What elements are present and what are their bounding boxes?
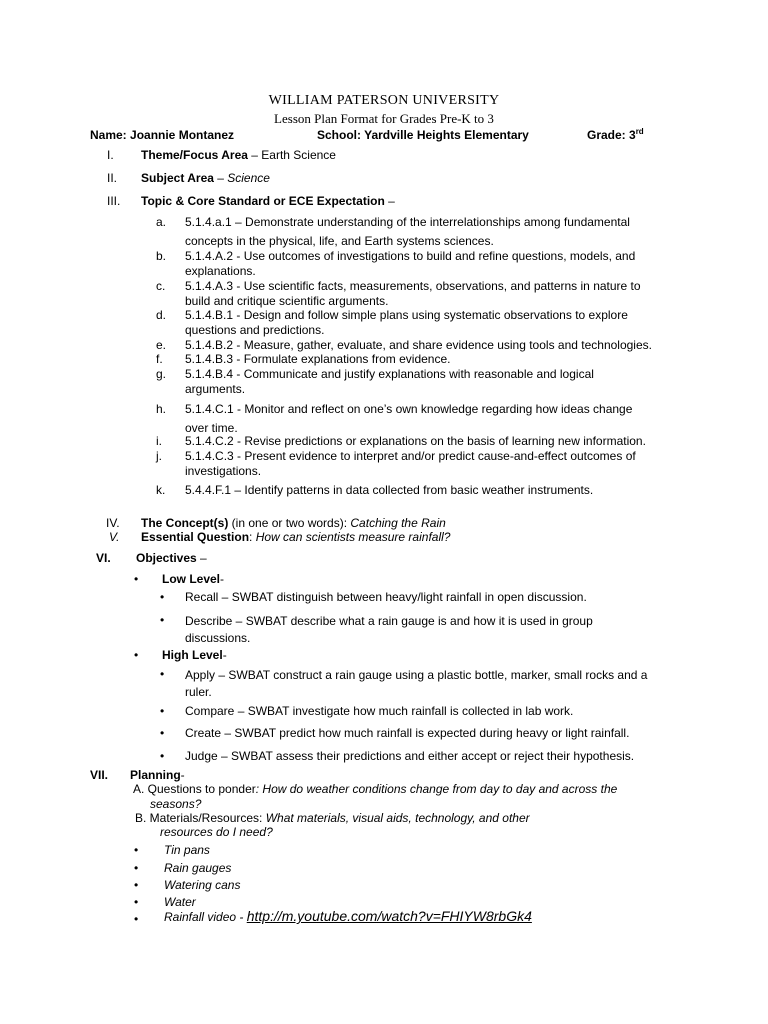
objective-line: Judge – SWBAT assess their predictions and either accept or reject their hypothesis. bbox=[185, 749, 635, 763]
material-item: Tin pans bbox=[164, 843, 210, 857]
planning-a-text-2: seasons? bbox=[150, 797, 202, 811]
standard-line: 5.1.4.B.3 - Formulate explanations from evidence. bbox=[185, 352, 451, 366]
standard-letter: b. bbox=[156, 249, 167, 263]
standard-line: 5.1.4.C.1 - Monitor and reflect on one’s own knowledge regarding how ideas change bbox=[185, 402, 633, 416]
high-level-heading bbox=[162, 648, 227, 663]
section-topic bbox=[141, 194, 395, 209]
section-label: The Concept(s) bbox=[141, 516, 229, 530]
objective-item bbox=[185, 749, 685, 764]
material-item: Water bbox=[164, 895, 196, 909]
standard-item bbox=[185, 279, 685, 309]
standard-letter: f. bbox=[156, 352, 163, 366]
bullet-icon: • bbox=[134, 572, 139, 586]
objective-item bbox=[185, 590, 685, 605]
section-label: Topic & Core Standard or ECE Expectation bbox=[141, 194, 385, 208]
video-link[interactable]: http://m.youtube.com/watch?v=FHIYW8rbGk4 bbox=[246, 908, 532, 924]
standard-line: investigations. bbox=[185, 464, 262, 478]
section-value: Catching the Rain bbox=[350, 516, 446, 530]
objective-item bbox=[185, 667, 685, 701]
objective-line: Compare – SWBAT investigate how much rainfall is collected in lab work. bbox=[185, 704, 574, 718]
standard-item bbox=[185, 249, 685, 279]
bullet-icon: • bbox=[160, 613, 165, 627]
objective-line: discussions. bbox=[185, 631, 251, 645]
material-item-video bbox=[164, 909, 532, 925]
section-value: Science bbox=[227, 171, 270, 185]
university-title: WILLIAM PATERSON UNIVERSITY bbox=[268, 93, 500, 108]
section-numeral-1: I. bbox=[107, 148, 114, 162]
standard-line: over time. bbox=[185, 421, 238, 435]
section-theme bbox=[141, 148, 336, 163]
section-value: How can scientists measure rainfall? bbox=[255, 530, 451, 544]
section-concept bbox=[141, 516, 446, 531]
section-value: Earth Science bbox=[261, 148, 336, 162]
standard-line: 5.1.4.A.2 - Use outcomes of investigations to build and refine questions, models, and bbox=[185, 249, 636, 263]
section-essential-question bbox=[141, 530, 450, 545]
standard-line: 5.4.4.F.1 – Identify patterns in data collected from basic weather instruments. bbox=[185, 483, 594, 497]
grade-text: Grade: 3 bbox=[587, 128, 636, 142]
section-label: Theme/Focus Area bbox=[141, 148, 248, 162]
section-mid: (in one or two words): bbox=[228, 516, 351, 530]
standard-line: arguments. bbox=[185, 382, 246, 396]
section-numeral-2: II. bbox=[107, 171, 118, 185]
standard-letter: g. bbox=[156, 367, 167, 381]
teacher-name: Name: Joannie Montanez bbox=[90, 128, 235, 142]
document-subtitle: Lesson Plan Format for Grades Pre-K to 3 bbox=[274, 111, 494, 126]
section-mid: : bbox=[249, 530, 256, 544]
objective-line: Recall – SWBAT distinguish between heavy/light rainfall in open discussion. bbox=[185, 590, 587, 604]
video-label: Rainfall video - bbox=[164, 910, 247, 924]
bullet-icon: • bbox=[134, 878, 139, 892]
bullet-icon: • bbox=[160, 726, 165, 740]
standard-line: 5.1.4.C.2 - Revise predictions or explanations on the basis of learning new information. bbox=[185, 434, 646, 448]
standard-letter: k. bbox=[156, 483, 166, 497]
standard-line: build and critique scientific arguments. bbox=[185, 294, 389, 308]
bullet-icon: • bbox=[134, 912, 139, 926]
standard-line: 5.1.4.A.3 - Use scientific facts, measurements, observations, and patterns in nature to bbox=[185, 279, 641, 293]
standard-line: 5.1.4.C.3 - Present evidence to interpret and/or predict cause-and-effect outcomes of bbox=[185, 449, 636, 463]
bullet-icon: • bbox=[134, 843, 139, 857]
objective-item bbox=[185, 726, 685, 741]
standard-letter: e. bbox=[156, 338, 167, 352]
high-level-label: High Level bbox=[162, 648, 223, 662]
section-sep: – bbox=[384, 194, 395, 208]
section-sep: - bbox=[180, 768, 185, 782]
standard-line: concepts in the physical, life, and Earth systems sciences. bbox=[185, 234, 494, 248]
material-item: Watering cans bbox=[164, 878, 241, 892]
section-label: Subject Area bbox=[141, 171, 214, 185]
section-numeral-4: IV. bbox=[106, 516, 120, 530]
school-name: School: Yardville Heights Elementary bbox=[317, 128, 529, 142]
standard-item bbox=[185, 367, 685, 397]
section-sep: – bbox=[213, 171, 228, 185]
standard-letter: d. bbox=[156, 308, 167, 322]
standard-line: 5.1.4.a.1 – Demonstrate understanding of the interrelationships among fundamental bbox=[185, 215, 630, 229]
objective-line: Apply – SWBAT construct a rain gauge using a plastic bottle, marker, small rocks and a bbox=[185, 668, 648, 682]
standard-line: explanations. bbox=[185, 264, 256, 278]
planning-b-prefix: B. Materials/Resources: bbox=[135, 811, 266, 825]
material-item: Rain gauges bbox=[164, 861, 232, 875]
section-numeral-6: VI. bbox=[96, 551, 111, 565]
standard-line: 5.1.4.B.4 - Communicate and justify explanations with reasonable and logical bbox=[185, 367, 594, 381]
objective-line: ruler. bbox=[185, 685, 212, 699]
standard-letter: c. bbox=[156, 279, 166, 293]
section-numeral-7: VII. bbox=[90, 768, 109, 782]
high-level-sep: - bbox=[222, 648, 227, 662]
bullet-icon: • bbox=[160, 704, 165, 718]
planning-b-text: What materials, visual aids, technology, and other bbox=[265, 811, 530, 825]
section-label: Essential Question bbox=[141, 530, 250, 544]
section-sep: – bbox=[247, 148, 262, 162]
section-planning bbox=[130, 768, 185, 783]
planning-a-prefix: A. Questions to ponder bbox=[133, 782, 256, 796]
standard-item bbox=[185, 434, 685, 449]
objective-item bbox=[185, 704, 685, 719]
planning-a-text: : How do weather conditions change from day to day and across the bbox=[255, 782, 618, 796]
standard-letter: j. bbox=[156, 449, 162, 463]
standard-item bbox=[185, 352, 685, 367]
objective-line: Create – SWBAT predict how much rainfall is expected during heavy or light rainfall. bbox=[185, 726, 630, 740]
bullet-icon: • bbox=[160, 749, 165, 763]
standard-item bbox=[185, 215, 685, 249]
standard-letter: h. bbox=[156, 402, 167, 416]
grade-field bbox=[587, 128, 644, 143]
standard-line: 5.1.4.B.2 - Measure, gather, evaluate, and share evidence using tools and technologies. bbox=[185, 338, 652, 352]
bullet-icon: • bbox=[134, 895, 139, 909]
section-objectives bbox=[136, 551, 207, 566]
standard-letter: a. bbox=[156, 215, 167, 229]
bullet-icon: • bbox=[160, 590, 165, 604]
standard-item bbox=[185, 483, 685, 498]
section-sep: – bbox=[196, 551, 207, 565]
objective-line: Describe – SWBAT describe what a rain gauge is and how it is used in group bbox=[185, 614, 593, 628]
standard-letter: i. bbox=[156, 434, 162, 448]
section-numeral-5: V. bbox=[109, 530, 120, 544]
low-level-sep: - bbox=[220, 572, 225, 586]
standard-item bbox=[185, 308, 685, 338]
section-numeral-3: III. bbox=[107, 194, 121, 208]
standard-line: 5.1.4.B.1 - Design and follow simple plans using systematic observations to explore bbox=[185, 308, 628, 322]
section-label: Objectives bbox=[136, 551, 197, 565]
standard-line: questions and predictions. bbox=[185, 323, 325, 337]
standard-item bbox=[185, 402, 685, 436]
low-level-label: Low Level bbox=[162, 572, 221, 586]
planning-questions bbox=[133, 782, 653, 797]
planning-b-text-2: resources do I need? bbox=[160, 825, 273, 839]
grade-superscript: rd bbox=[635, 127, 644, 136]
standard-item bbox=[185, 449, 685, 479]
section-label: Planning bbox=[130, 768, 181, 782]
objective-item bbox=[185, 613, 685, 647]
bullet-icon: • bbox=[160, 667, 165, 681]
bullet-icon: • bbox=[134, 648, 139, 662]
low-level-heading bbox=[162, 572, 224, 587]
bullet-icon: • bbox=[134, 861, 139, 875]
planning-materials bbox=[135, 811, 655, 826]
standard-item bbox=[185, 338, 685, 353]
section-subject bbox=[141, 171, 270, 186]
